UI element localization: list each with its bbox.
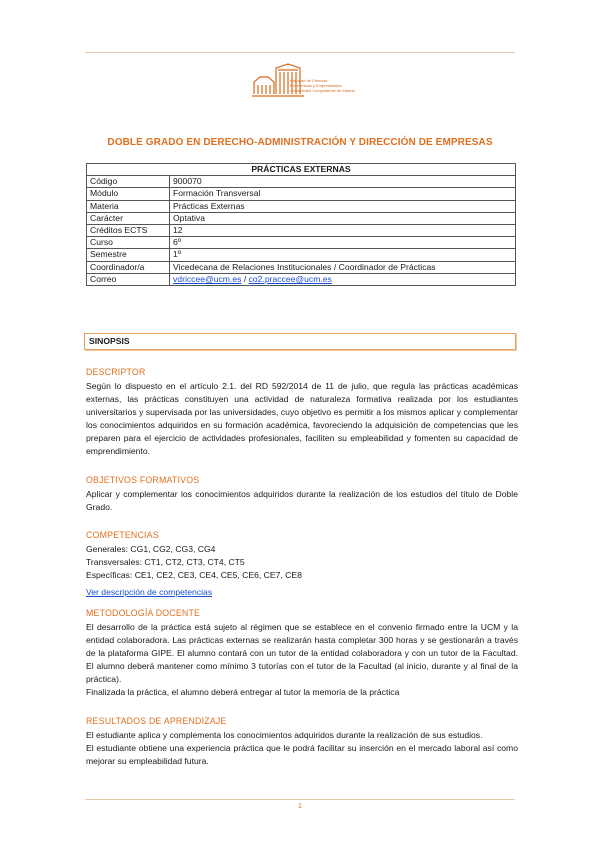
course-info-table — [86, 163, 516, 286]
section-title: DESCRIPTOR — [86, 367, 146, 377]
row-key: Materia — [87, 200, 170, 212]
objetivos-section — [86, 475, 518, 514]
resultados-section — [86, 716, 518, 768]
row-key: Curso — [87, 237, 170, 249]
table-row — [87, 176, 516, 188]
row-value: 12 — [170, 225, 516, 237]
table-header-row — [87, 164, 516, 176]
logo-caption-line: Económicas y Empresariales — [290, 82, 342, 88]
competencias-link[interactable]: Ver descripción de competencias — [86, 587, 213, 597]
document-title: DOBLE GRADO EN DERECHO-ADMINISTRACIÓN Y DIRECCIÓN DE EMPRESAS — [107, 137, 493, 148]
descriptor-section — [86, 367, 518, 458]
table-row — [87, 249, 516, 261]
row-key: Código — [87, 176, 170, 188]
row-value: Vicedecana de Relaciones Institucionales / Coordinador de Prácticas — [170, 261, 516, 273]
section-title: RESULTADOS DE APRENDIZAJE — [86, 716, 227, 726]
competencias-section — [86, 530, 518, 600]
row-value: 6º — [170, 237, 516, 249]
section-title: OBJETIVOS FORMATIVOS — [86, 475, 200, 485]
section-text: El desarrollo de la práctica está sujeto al régimen que se establece en el convenio firmado entre la UCM y la entidad colaboradora. Las prácticas externas se realizarán hasta completar 300 horas y se gestionarán a través de la plataforma GIPE. El alumno contará con un tutor de la entidad colaboradora y con un tutor de la Facultad. El alumno deberá mantener como mínimo 3 tutorías con el tutor de la Facultad (al inicio, durante y al final de la práctica). — [86, 622, 518, 684]
sinopsis-heading: SINOPSIS — [84, 333, 516, 350]
section-title: COMPETENCIAS — [86, 530, 159, 540]
row-value: Optativa — [170, 212, 516, 224]
email-link-1[interactable]: vdriccee@ucm.es — [173, 273, 242, 284]
email-cell — [170, 273, 516, 285]
section-text: Según lo dispuesto en el artículo 2.1. del RD 592/2014 de 11 de julio, que regula las prácticas académicas externas, las prácticas constituyen una actividad de naturaleza formativa realizada por los estudiantes universitarios y supervisada por las universidades, cuyo objetivo es permitir a los mismos aplicar y complementar los conocimientos adquiridos en su formación académica, favoreciendo la adquisición de competencias que les preparen para el ejercicio de actividades profesionales, faciliten su empleabilidad y fomenten su capacidad de emprendimiento. — [86, 381, 518, 456]
row-value: Prácticas Externas — [170, 200, 516, 212]
email-link-2[interactable]: co2.praccee@ucm.es — [248, 273, 332, 284]
row-key: Carácter — [87, 212, 170, 224]
table-row — [87, 188, 516, 200]
row-key: Créditos ECTS — [87, 225, 170, 237]
competencias-especificas: Específicas: CE1, CE2, CE3, CE4, CE5, CE6, CE7, CE8 — [86, 570, 302, 580]
competencias-transversales: Transversales: CT1, CT2, CT3, CT4, CT5 — [86, 557, 245, 567]
logo-caption-line: Facultad de Ciencias — [290, 78, 328, 83]
row-key: Semestre — [87, 249, 170, 261]
section-text: El estudiante obtiene una experiencia práctica que le podrá facilitar su inserción en el mercado laboral así como mejorar su empleabilidad futura. — [86, 743, 518, 766]
page-number: 1 — [298, 803, 302, 810]
row-key: Coordinador/a — [87, 261, 170, 273]
table-row — [87, 273, 516, 285]
metodologia-section — [86, 608, 518, 699]
logo-caption-line: Universidad Complutense de Madrid — [290, 87, 355, 93]
section-text: Aplicar y complementar los conocimientos adquiridos durante la realización de los estudios del título de Doble Grado. — [86, 489, 518, 512]
table-row — [87, 200, 516, 212]
section-title: METODOLOGÍA DOCENTE — [86, 608, 201, 618]
email-separator: / — [241, 273, 249, 284]
footer-rule — [85, 799, 515, 800]
table-title: PRÁCTICAS EXTERNAS — [87, 164, 516, 176]
row-value: Formación Transversal — [170, 188, 516, 200]
row-key: Correo — [87, 273, 170, 285]
logo-caption — [290, 79, 355, 93]
table-row — [87, 212, 516, 224]
section-text: El estudiante aplica y complementa los conocimientos adquiridos durante la realización de sus estudios. — [86, 730, 483, 740]
table-row — [87, 237, 516, 249]
row-value: 900070 — [170, 176, 516, 188]
row-key: Módulo — [87, 188, 170, 200]
section-text: Finalizada la práctica, el alumno deberá entregar al tutor la memoria de la práctica — [86, 687, 400, 697]
competencias-generales: Generales: CG1, CG2, CG3, CG4 — [86, 544, 216, 554]
header-rule — [85, 52, 515, 53]
table-row — [87, 261, 516, 273]
row-value: 1º — [170, 249, 516, 261]
table-row — [87, 225, 516, 237]
